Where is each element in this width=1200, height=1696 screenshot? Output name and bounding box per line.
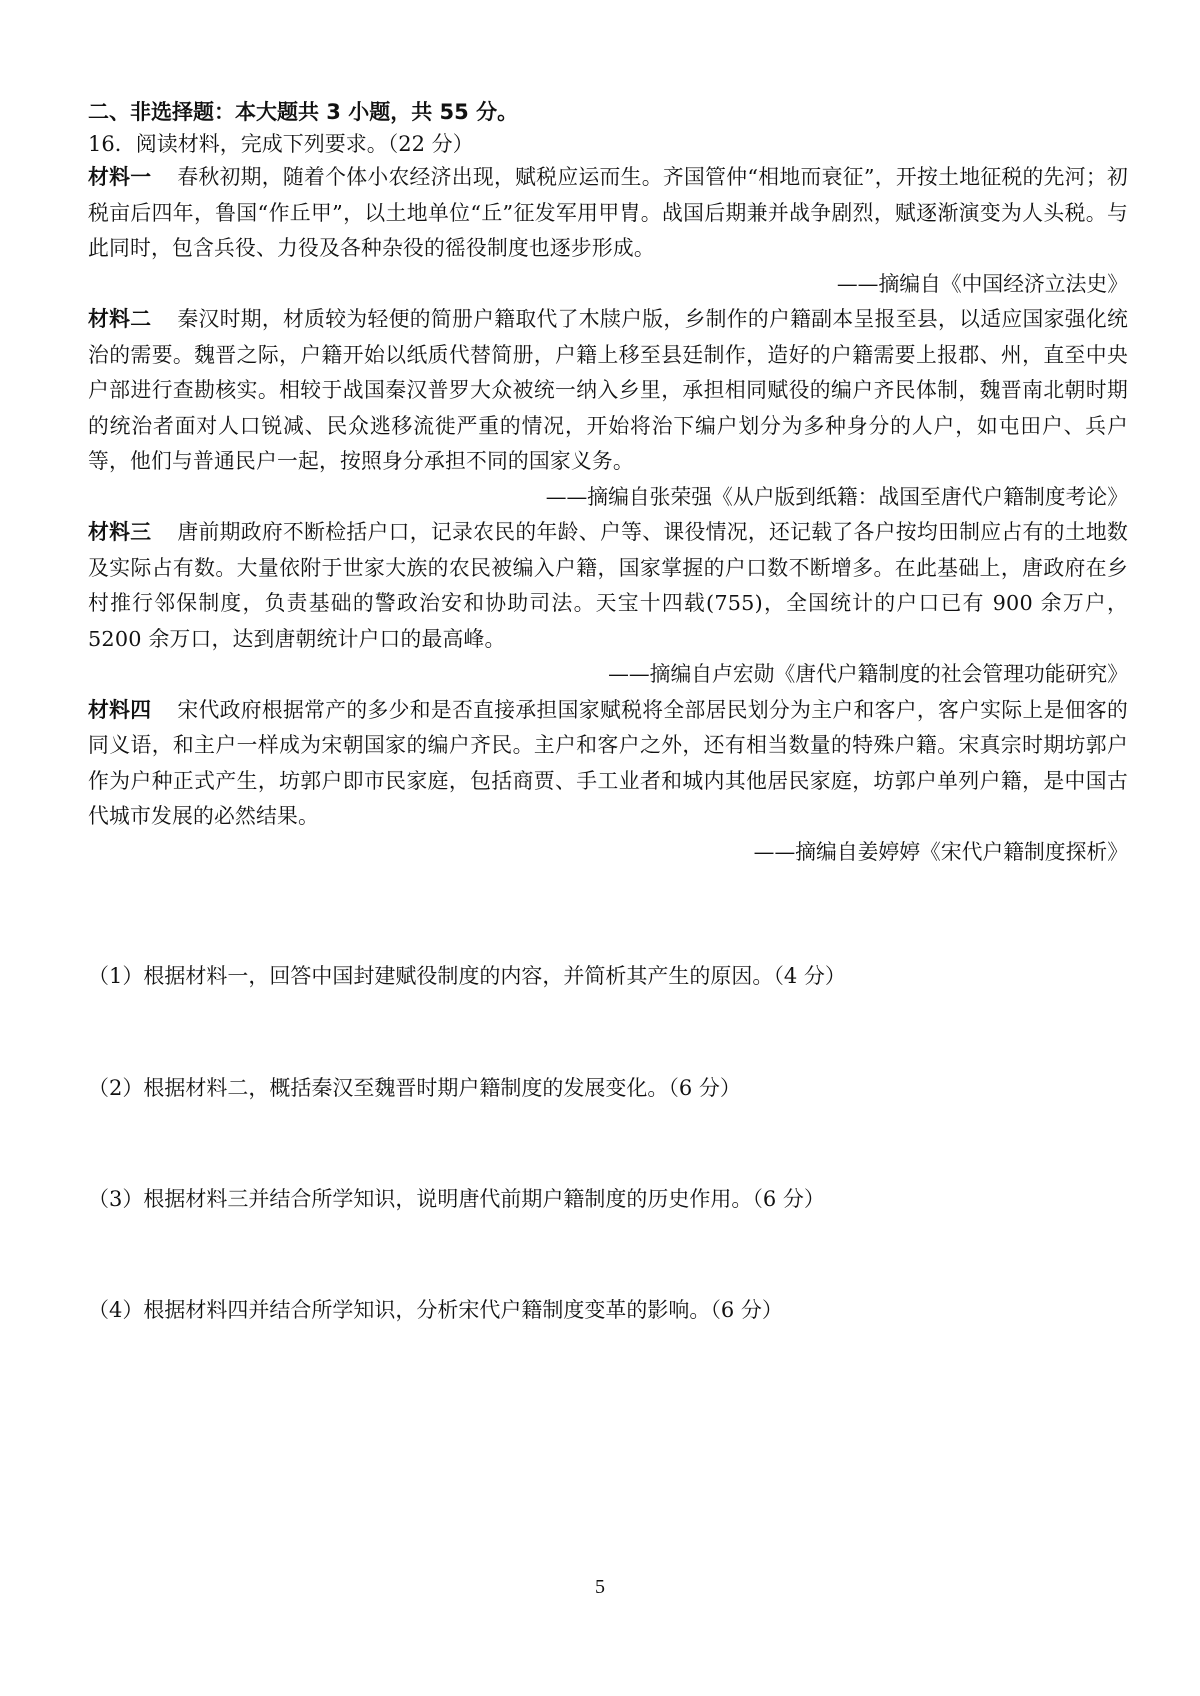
sub-question-3: （3）根据材料三并结合所学知识，说明唐代前期户籍制度的历史作用。（6 分） <box>88 1187 825 1211</box>
material-source: ——摘编自卢宏勋《唐代户籍制度的社会管理功能研究》 <box>608 662 1128 686</box>
material-text: 秦汉时期，材质较为轻便的简册户籍取代了木牍户版，乡制作的户籍副本呈报至县，以适应国家强化统治的需要。魏晋之际，户籍开始以纸质代替简册，户籍上移至县廷制作，造好的户籍需要上报郡、州，直至中央户部进行查勘核实。相较于战国秦汉普罗大众被统一纳入乡里，承担相同赋役的编户齐民体制，魏晋南北朝时期的统治者面对人口锐减、民众逃移流徙严重的情况，开始将治下编户划分为多种身分的人户，如屯田户、兵户等，他们与普通民户一起，按照身分承担不同的国家义务。 <box>88 307 1128 473</box>
question-intro: 16．阅读材料，完成下列要求。（22 分） <box>88 132 474 156</box>
material-source: ——摘编自张荣强《从户版到纸籍：战国至唐代户籍制度考论》 <box>545 484 1128 509</box>
page-number: 5 <box>595 1576 605 1598</box>
material-block-4 <box>88 693 1128 871</box>
material-label: 材料一 <box>88 165 152 189</box>
material-paragraph <box>88 302 1128 480</box>
material-label: 材料四 <box>88 697 152 722</box>
sub-question-4: （4）根据材料四并结合所学知识，分析宋代户籍制度变革的影响。（6 分） <box>88 1298 783 1322</box>
material-paragraph <box>88 160 1128 267</box>
material-label: 材料二 <box>88 307 152 331</box>
material-block-2 <box>88 302 1128 515</box>
material-text: 唐前期政府不断检括户口，记录农民的年龄、户等、课役情况，还记载了各户按均田制应占有的土地数及实际占有数。大量依附于世家大族的农民被编入户籍，国家掌握的户口数不断增多。在此基础上，唐政府在乡村推行邻保制度，负责基础的警政治安和协助司法。天宝十四载(755)，全国统计的户口已有 900 余万户，5200 余万口，达到唐朝统计户口的最高峰。 <box>88 520 1128 651</box>
sub-question-2: （2）根据材料二，概括秦汉至魏晋时期户籍制度的发展变化。（6 分） <box>88 1076 741 1100</box>
material-text: 春秋初期，随着个体小农经济出现，赋税应运而生。齐国管仲“相地而衰征”，开按土地征税的先河；初税亩后四年，鲁国“作丘甲”，以土地单位“丘”征发军用甲胄。战国后期兼并战争剧烈，赋逐渐演变为人头税。与此同时，包含兵役、力役及各种杂役的徭役制度也逐步形成。 <box>88 165 1128 260</box>
section-heading: 二、非选择题：本大题共 3 小题，共 55 分。 <box>88 100 519 124</box>
material-source: ——摘编自姜婷婷《宋代户籍制度探析》 <box>753 839 1128 864</box>
material-text: 宋代政府根据常产的多少和是否直接承担国家赋税将全部居民划分为主户和客户，客户实际上是佃客的同义语，和主户一样成为宋朝国家的编户齐民。主户和客户之外，还有相当数量的特殊户籍。宋真宗时期坊郭户作为户种正式产生，坊郭户即市民家庭，包括商贾、手工业者和城内其他居民家庭，坊郭户单列户籍，是中国古代城市发展的必然结果。 <box>88 697 1128 828</box>
material-block-1 <box>88 160 1128 302</box>
material-paragraph <box>88 693 1128 835</box>
sub-question-1: （1）根据材料一，回答中国封建赋役制度的内容，并简析其产生的原因。（4 分） <box>88 964 846 988</box>
material-paragraph <box>88 515 1128 657</box>
material-source: ——摘编自《中国经济立法史》 <box>836 271 1128 296</box>
material-block-3 <box>88 515 1128 693</box>
exam-page <box>88 96 1128 870</box>
material-label: 材料三 <box>88 520 152 544</box>
